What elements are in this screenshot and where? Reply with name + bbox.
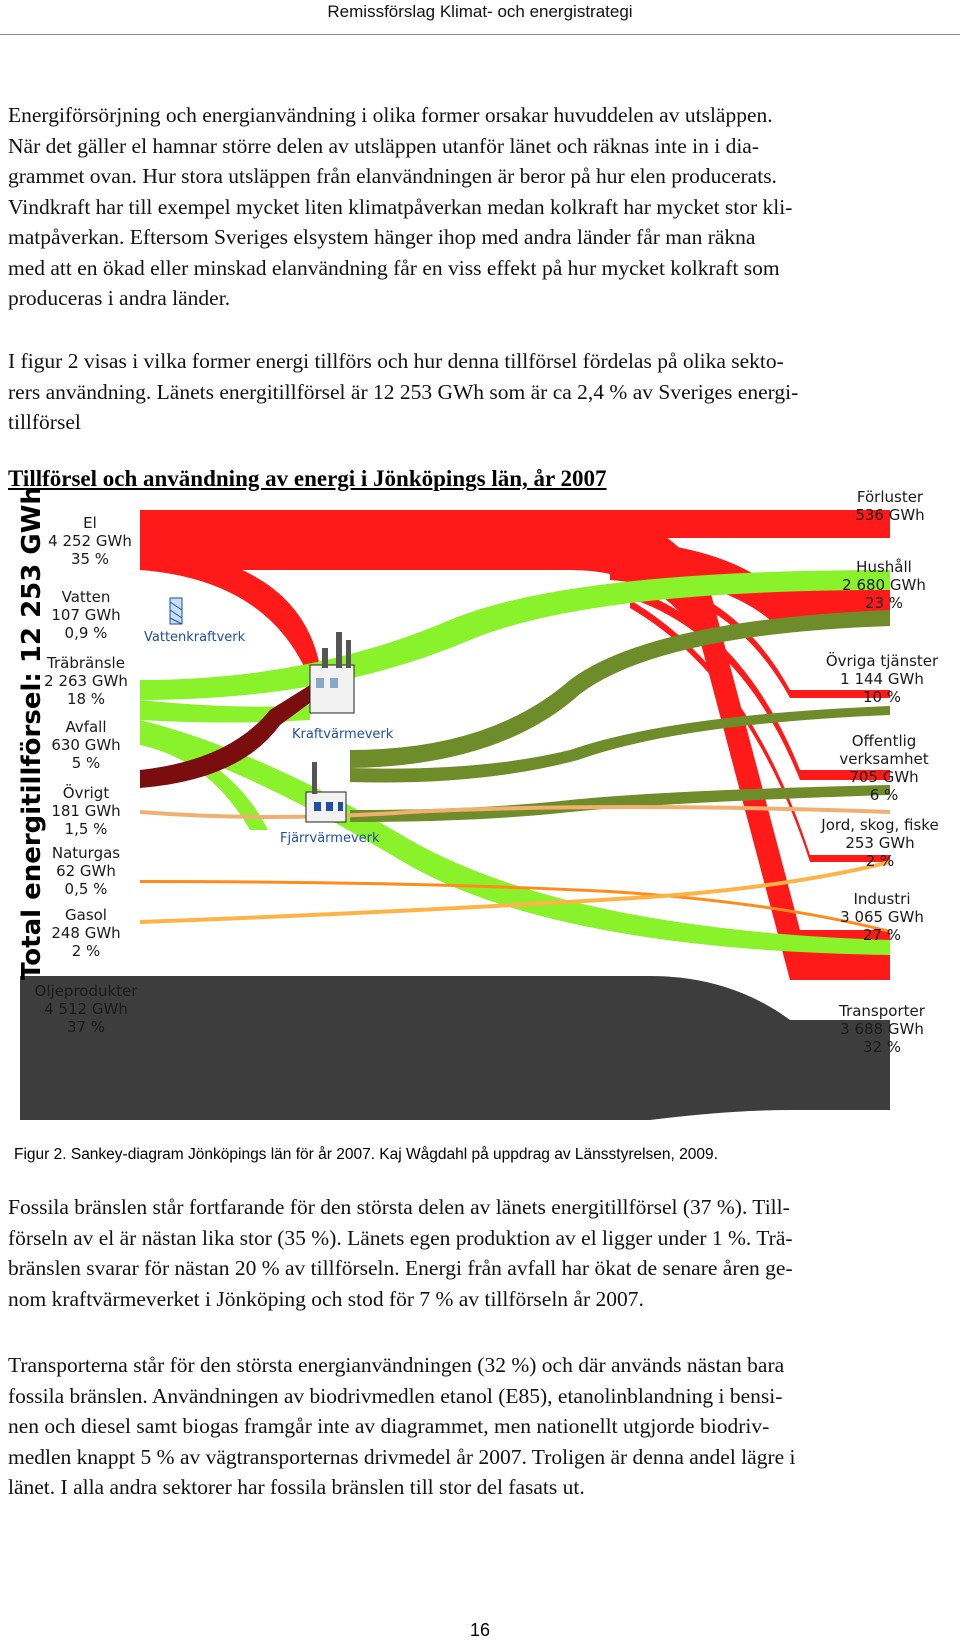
sink-value: 536 GWh (855, 506, 925, 524)
source-share: 0,9 % (64, 624, 108, 642)
source-share: 2 % (71, 942, 101, 960)
text-line: I figur 2 visas i vilka former energi tillförs och hur denna tillförsel fördelas på olika sekto- (8, 349, 784, 373)
total-supply-label: Total energitillförsel: 12 253 GWh (17, 486, 47, 980)
sink-share: 10 % (862, 688, 902, 706)
text-line: bränslen svarar för nästan 20 % av tillförseln. Energi från avfall har ökat de senare åren ge- (8, 1256, 793, 1280)
source-name: El (83, 514, 97, 532)
flow-el-forluster (140, 510, 890, 538)
text-line: fossila bränslen. Användningen av biodrivmedlen etanol (E85), etanolinblandning i bensi- (8, 1383, 783, 1408)
source-value: 2 263 GWh (44, 672, 128, 690)
hydro-plant-label: Vattenkraftverk (144, 630, 246, 645)
paragraph-4 (8, 1350, 948, 1503)
text-line: nen och diesel samt biogas framgår inte av diagrammet, men nationellt utgjorde biodriv- (8, 1414, 770, 1438)
flow-heat-offentlig (350, 785, 890, 822)
sink-name: Hushåll (856, 558, 912, 576)
text-line: tillförsel (8, 410, 81, 434)
source-label-trabransle (44, 654, 128, 708)
flow-olja-transporter (20, 976, 890, 1120)
source-label-el (48, 514, 132, 568)
district-heating-plant-icon (306, 762, 346, 822)
source-name: Gasol (65, 906, 107, 924)
text-line: matpåverkan. Eftersom Sveriges elsystem hänger ihop med andra länder får man räkna (8, 225, 756, 249)
header-rule (0, 34, 960, 35)
source-value: 248 GWh (51, 924, 121, 942)
source-label-vatten (51, 588, 120, 642)
text-line: grammet ovan. Hur stora utsläppen från elanvändningen är beror på hur elen producerats. (8, 164, 777, 188)
text-line: rers användning. Länets energitillförsel är 12 253 GWh som är ca 2,4 % av Sveriges energi- (8, 379, 799, 404)
paragraph-2 (8, 346, 948, 438)
sink-value: 1 144 GWh (840, 670, 924, 688)
figure-caption: Figur 2. Sankey-diagram Jönköpings län för år 2007. Kaj Wågdahl på uppdrag av Länsstyrelsen, 2009. (14, 1146, 718, 1163)
sink-label-forluster (855, 488, 924, 524)
source-name: Träbränsle (47, 654, 125, 672)
text-line: Fossila bränslen står fortfarande för den största delen av länets energitillförsel (37 %). Till- (8, 1195, 790, 1219)
text-line: länet. I alla andra sektorer har fossila bränslen till stor del fasats ut. (8, 1475, 585, 1499)
sink-value: 253 GWh (845, 834, 915, 852)
source-name: Oljeprodukter (34, 982, 138, 1000)
page-header: Remissförslag Klimat- och energistrategi (327, 2, 633, 21)
sankey-diagram (10, 486, 950, 1130)
hydro-plant-icon (170, 598, 182, 624)
source-share: 35 % (70, 550, 110, 568)
sink-value: 2 680 GWh (842, 576, 926, 594)
source-value: 62 GWh (56, 862, 116, 880)
sink-name: Transporter (839, 1002, 925, 1020)
chp-plant-label: Kraftvärmeverk (292, 727, 394, 742)
source-name: Vatten (61, 588, 111, 606)
sink-share: 2 % (865, 852, 895, 870)
paragraph-3 (8, 1192, 948, 1314)
source-share: 0,5 % (64, 880, 108, 898)
source-share: 18 % (66, 690, 106, 708)
sink-value: 3 065 GWh (840, 908, 924, 926)
sink-value: 705 GWh (849, 768, 919, 786)
sink-share: 23 % (864, 594, 904, 612)
chp-plant-icon (310, 632, 354, 713)
source-name: Avfall (65, 718, 107, 736)
text-line: medlen knappt 5 % av vägtransporternas drivmedel år 2007. Troligen är denna andel lägre i (8, 1444, 796, 1469)
source-share: 37 % (66, 1018, 106, 1036)
text-line: Energiförsörjning och energianvändning i olika former orsakar huvuddelen av utsläppen. (8, 103, 773, 127)
source-value: 181 GWh (51, 802, 121, 820)
sink-value: 3 688 GWh (840, 1020, 924, 1038)
source-value: 4 512 GWh (44, 1000, 128, 1018)
text-line: produceras i andra länder. (8, 286, 231, 310)
source-label-ovrigt (51, 783, 120, 838)
sink-name: Förluster (856, 488, 924, 506)
page-number: 16 (469, 1620, 491, 1640)
sink-name: Jord, skog, fiske (821, 816, 939, 834)
sink-share: 27 % (862, 926, 902, 944)
district-heating-plant-label: Fjärrvärmeverk (280, 831, 380, 846)
text-line: förseln av el är nästan lika stor (35 %). Länets egen produktion av el ligger under 1 %. Trä- (8, 1225, 793, 1250)
text-line: När det gäller el hamnar större delen av utsläppen utanför länet och räknas inte in i dia- (8, 133, 760, 158)
source-share: 1,5 % (64, 820, 108, 838)
source-name: Övrigt (62, 784, 110, 802)
paragraph-1 (8, 100, 948, 314)
source-value: 4 252 GWh (48, 532, 132, 550)
source-label-naturgas (52, 844, 120, 898)
text-line: nom kraftvärmeverket i Jönköping och stod för 7 % av tillförseln år 2007. (8, 1286, 644, 1311)
figure-heading: Tillförsel och användning av energi i Jönköpings län, år 2007 (8, 466, 607, 491)
text-line: med att en ökad eller minskad elanvändning får en viss effekt på hur mycket kolkraft som (8, 255, 780, 280)
sink-name: Industri (853, 890, 911, 908)
source-name: Naturgas (51, 844, 121, 862)
text-line: Transporterna står för den största energianvändningen (32 %) och där används nästan bara (8, 1353, 785, 1377)
source-value: 630 GWh (51, 736, 121, 754)
source-label-avfall (51, 718, 120, 772)
sink-share: 32 % (862, 1038, 902, 1056)
source-label-gasol (51, 906, 120, 960)
source-value: 107 GWh (51, 606, 121, 624)
source-share: 5 % (71, 754, 101, 772)
sink-name: Övriga tjänster (825, 652, 939, 670)
sink-share: 6 % (869, 786, 899, 804)
sink-name: Offentlig verksamhet (839, 732, 929, 768)
text-line: Vindkraft har till exempel mycket liten klimatpåverkan medan kolkraft har mycket stor kli- (8, 194, 793, 219)
